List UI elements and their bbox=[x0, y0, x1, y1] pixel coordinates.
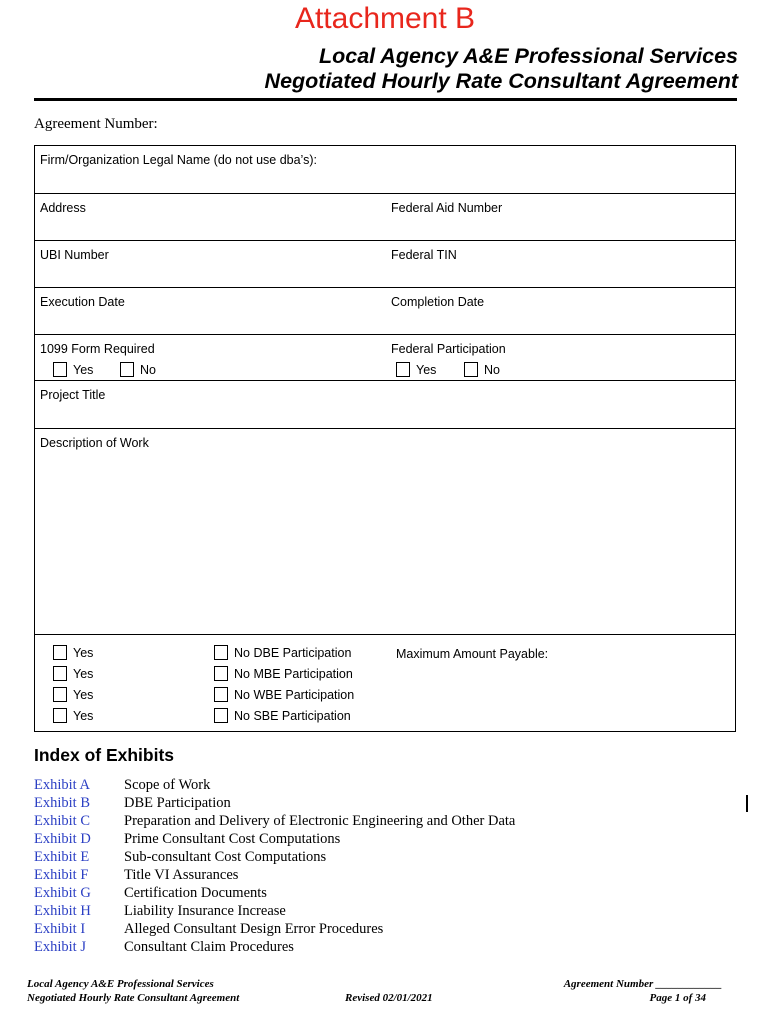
federal-participation-no-checkbox[interactable] bbox=[464, 362, 478, 377]
text-cursor bbox=[746, 795, 748, 812]
project-title-label: Project Title bbox=[40, 388, 106, 402]
exhibit-description: Prime Consultant Cost Computations bbox=[124, 831, 341, 847]
federal-participation-yes-checkbox[interactable] bbox=[396, 362, 410, 377]
exhibit-description: Alleged Consultant Design Error Procedures bbox=[124, 921, 384, 937]
wbe-yes-checkbox[interactable] bbox=[53, 687, 67, 702]
document-title-line1: Local Agency A&E Professional Services bbox=[318, 44, 738, 68]
exhibit-label[interactable]: Exhibit D bbox=[34, 831, 91, 847]
ubi-number-label: UBI Number bbox=[40, 248, 109, 262]
exhibit-row bbox=[34, 795, 231, 812]
header-rule bbox=[34, 98, 737, 101]
federal-tin-field[interactable] bbox=[386, 240, 735, 287]
address-label: Address bbox=[40, 201, 86, 215]
footer-agreement-number: Agreement Number ____________ bbox=[563, 978, 722, 990]
project-title-field[interactable] bbox=[35, 380, 735, 428]
address-field[interactable] bbox=[35, 193, 386, 240]
exhibit-row bbox=[34, 777, 210, 794]
index-of-exhibits-title: Index of Exhibits bbox=[34, 745, 175, 765]
exhibit-label[interactable]: Exhibit C bbox=[34, 813, 90, 829]
completion-date-field[interactable] bbox=[386, 287, 735, 334]
exhibit-row bbox=[34, 939, 294, 956]
exhibit-description: Certification Documents bbox=[124, 885, 267, 901]
wbe-yes-option[interactable]: Yes bbox=[53, 687, 93, 702]
firm-name-field[interactable] bbox=[35, 146, 735, 193]
dbe-yes-checkbox[interactable] bbox=[53, 645, 67, 660]
wbe-no-option[interactable]: No WBE Participation bbox=[214, 687, 354, 702]
exhibit-label[interactable]: Exhibit A bbox=[34, 777, 90, 793]
exhibit-label[interactable]: Exhibit J bbox=[34, 939, 86, 955]
exhibit-row bbox=[34, 921, 383, 938]
exhibit-row bbox=[34, 903, 286, 920]
exhibit-label[interactable]: Exhibit H bbox=[34, 903, 91, 919]
federal-participation-yes-option[interactable]: Yes bbox=[396, 362, 436, 377]
footer-revised: Revised 02/01/2021 bbox=[345, 992, 433, 1004]
form-1099-no-checkbox[interactable] bbox=[120, 362, 134, 377]
ubi-number-field[interactable] bbox=[35, 240, 386, 287]
form-1099-yes-option[interactable]: Yes bbox=[53, 362, 93, 377]
exhibit-description: Consultant Claim Procedures bbox=[124, 939, 294, 955]
mbe-yes-checkbox[interactable] bbox=[53, 666, 67, 681]
exhibit-label[interactable]: Exhibit G bbox=[34, 885, 91, 901]
form-1099-yes-checkbox[interactable] bbox=[53, 362, 67, 377]
form-1099-no-option[interactable]: No bbox=[120, 362, 156, 377]
exhibit-label[interactable]: Exhibit B bbox=[34, 795, 90, 811]
exhibit-description: Scope of Work bbox=[124, 777, 211, 793]
exhibit-description: Liability Insurance Increase bbox=[124, 903, 286, 919]
exhibit-row bbox=[34, 813, 515, 830]
wbe-no-checkbox[interactable] bbox=[214, 687, 228, 702]
footer-left-line1: Local Agency A&E Professional Services bbox=[27, 978, 214, 990]
dbe-no-option[interactable]: No DBE Participation bbox=[214, 645, 351, 660]
max-amount-field[interactable] bbox=[386, 634, 735, 731]
federal-aid-number-label: Federal Aid Number bbox=[391, 201, 503, 215]
agreement-number-label: Agreement Number: bbox=[34, 116, 158, 132]
mbe-no-option[interactable]: No MBE Participation bbox=[214, 666, 353, 681]
federal-tin-label: Federal TIN bbox=[391, 248, 457, 262]
form-1099-label: 1099 Form Required bbox=[40, 342, 155, 356]
mbe-no-checkbox[interactable] bbox=[214, 666, 228, 681]
completion-date-label: Completion Date bbox=[391, 295, 485, 309]
sbe-no-checkbox[interactable] bbox=[214, 708, 228, 723]
exhibit-label[interactable]: Exhibit E bbox=[34, 849, 90, 865]
exhibit-description: Preparation and Delivery of Electronic Engineering and Other Data bbox=[124, 813, 516, 829]
sbe-yes-checkbox[interactable] bbox=[53, 708, 67, 723]
sbe-no-option[interactable]: No SBE Participation bbox=[214, 708, 351, 723]
agreement-form bbox=[34, 145, 736, 732]
description-of-work-field[interactable] bbox=[35, 428, 735, 634]
exhibit-label[interactable]: Exhibit I bbox=[34, 921, 86, 937]
federal-participation-label: Federal Participation bbox=[391, 342, 506, 356]
exhibit-description: Title VI Assurances bbox=[124, 867, 239, 883]
exhibit-description: DBE Participation bbox=[124, 795, 231, 811]
federal-participation-section bbox=[386, 334, 735, 380]
dbe-no-checkbox[interactable] bbox=[214, 645, 228, 660]
footer-page-number: Page 1 of 34 bbox=[649, 992, 706, 1004]
exhibit-row bbox=[34, 849, 326, 866]
federal-participation-no-option[interactable]: No bbox=[464, 362, 500, 377]
exhibit-label[interactable]: Exhibit F bbox=[34, 867, 89, 883]
description-of-work-label: Description of Work bbox=[40, 436, 149, 450]
mbe-yes-option[interactable]: Yes bbox=[53, 666, 93, 681]
execution-date-field[interactable] bbox=[35, 287, 386, 334]
attachment-heading: Attachment B bbox=[294, 2, 476, 35]
dbe-yes-option[interactable]: Yes bbox=[53, 645, 93, 660]
sbe-yes-option[interactable]: Yes bbox=[53, 708, 93, 723]
federal-aid-number-field[interactable] bbox=[386, 193, 735, 240]
execution-date-label: Execution Date bbox=[40, 295, 125, 309]
footer-left-line2: Negotiated Hourly Rate Consultant Agreement bbox=[27, 992, 240, 1004]
exhibit-row bbox=[34, 867, 238, 884]
max-amount-label: Maximum Amount Payable: bbox=[396, 647, 549, 661]
exhibit-description: Sub-consultant Cost Computations bbox=[124, 849, 327, 865]
document-title-line2: Negotiated Hourly Rate Consultant Agreement bbox=[264, 69, 738, 93]
firm-name-label: Firm/Organization Legal Name (do not use dba’s): bbox=[40, 153, 317, 167]
exhibit-row bbox=[34, 885, 267, 902]
exhibit-row bbox=[34, 831, 340, 848]
